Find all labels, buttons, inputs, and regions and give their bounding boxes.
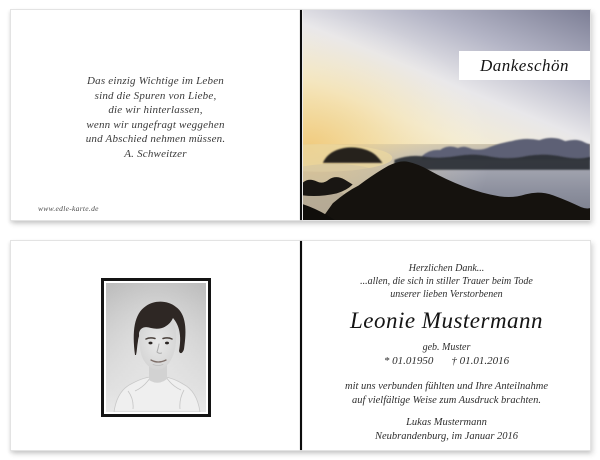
watermark-url: www.edle-karte.de: [38, 204, 99, 213]
front-title-box: [459, 51, 590, 80]
fold-line: [300, 241, 302, 450]
thanks-intro-line: unserer lieben Verstorbenen: [390, 289, 503, 300]
card-front-preview[interactable]: [10, 9, 591, 221]
thanks-body: [303, 380, 590, 407]
portrait-frame: [101, 278, 211, 417]
quote-line: Das einzig Wichtige im Leben: [87, 75, 224, 87]
fold-line: [300, 10, 302, 220]
quote-line: sind die Spuren von Liebe,: [94, 89, 217, 102]
death-date: † 01.01.2016: [451, 355, 510, 367]
thanks-intro-line: ...allen, die sich in stiller Trauer beim Tode: [360, 276, 533, 287]
signature-name: Lukas Mustermann: [406, 417, 487, 428]
portrait-photo: [106, 283, 206, 412]
signature-block: [303, 416, 590, 443]
sunset-photo: [303, 10, 590, 220]
thanks-intro-line: Herzlichen Dank...: [408, 263, 485, 274]
life-dates: [303, 354, 590, 368]
quote-line: wenn wir ungefragt weggehen: [86, 118, 225, 131]
front-quote: [11, 10, 300, 161]
maiden-name: geb. Muster: [422, 342, 471, 353]
thanks-body-line: auf vielfältige Weise zum Ausdruck brachten.: [352, 394, 541, 406]
quote-line: die wir hinterlassen,: [108, 104, 203, 116]
quote-author: A. Schweitzer: [124, 147, 187, 160]
quote-line: und Abschied nehmen müssen.: [85, 133, 226, 145]
card-inside-preview[interactable]: [10, 240, 591, 451]
thanks-body-line: mit uns verbunden fühlten und Ihre Anteilnahme: [345, 381, 548, 392]
deceased-name: Leonie Mustermann: [349, 308, 544, 333]
front-title: Dankeschön: [479, 55, 570, 75]
inside-text: [303, 241, 590, 450]
place-date: Neubrandenburg, im Januar 2016: [374, 430, 519, 442]
birth-date: * 01.01950: [383, 355, 434, 367]
